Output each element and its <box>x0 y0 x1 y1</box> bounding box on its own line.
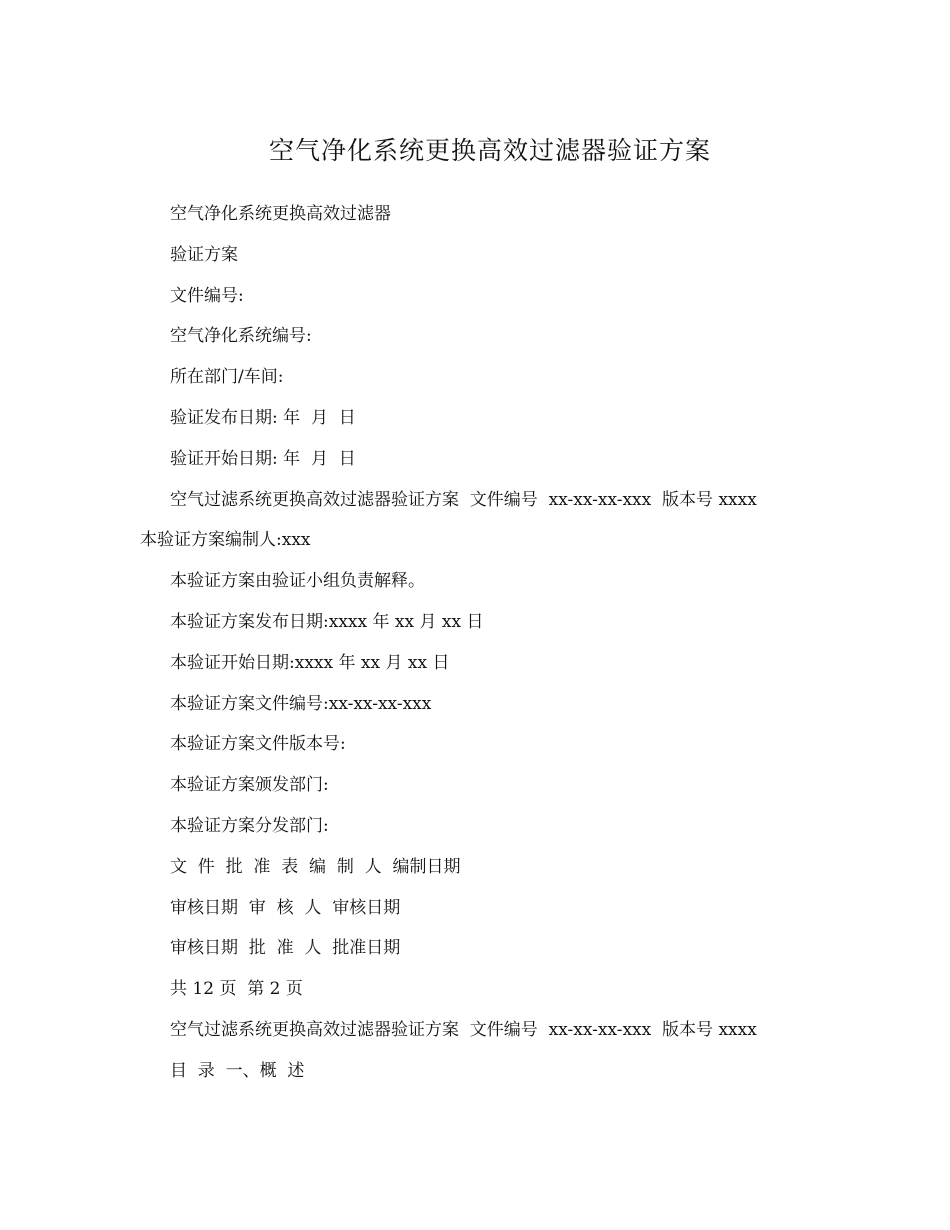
document-body <box>0 200 950 1098</box>
document-line: 共 12 页 第 2 页 <box>170 979 303 1000</box>
document-line: 验证方案 <box>170 244 238 265</box>
document-line: 本验证方案由验证小组负责解释。 <box>170 571 425 592</box>
document-line: 空气过滤系统更换高效过滤器验证方案 文件编号 xx-xx-xx-xxx 版本号 xxxx <box>170 1019 757 1040</box>
document-line: 本验证方案文件版本号: <box>170 734 346 755</box>
document-line: 空气过滤系统更换高效过滤器验证方案 文件编号 xx-xx-xx-xxx 版本号 xxxx <box>170 489 757 510</box>
document-line: 验证发布日期: 年 月 日 <box>170 407 356 428</box>
document-line: 文件编号: <box>170 285 244 306</box>
document-line: 审核日期 批 准 人 批准日期 <box>170 938 401 959</box>
document-line: 本验证方案发布日期:xxxx 年 xx 月 xx 日 <box>170 611 484 632</box>
document-line: 空气净化系统编号: <box>170 326 312 347</box>
document-line: 空气净化系统更换高效过滤器 <box>170 204 391 224</box>
document-line: 所在部门/车间: <box>170 367 284 388</box>
document-line: 目 录 一、概 述 <box>170 1060 305 1081</box>
document-line: 本验证方案文件编号:xx-xx-xx-xxx <box>170 693 432 714</box>
document-line: 本验证方案颁发部门: <box>170 775 329 796</box>
document-line: 本验证开始日期:xxxx 年 xx 月 xx 日 <box>170 652 450 673</box>
document-line: 审核日期 审 核 人 审核日期 <box>170 897 401 918</box>
document-line: 本验证方案编制人:xxx <box>140 530 311 551</box>
document-line: 本验证方案分发部门: <box>170 815 329 836</box>
document-title: 空气净化系统更换高效过滤器验证方案 <box>268 136 711 165</box>
document-line: 验证开始日期: 年 月 日 <box>170 448 356 469</box>
document-line: 文 件 批 准 表 编 制 人 编制日期 <box>170 856 461 877</box>
